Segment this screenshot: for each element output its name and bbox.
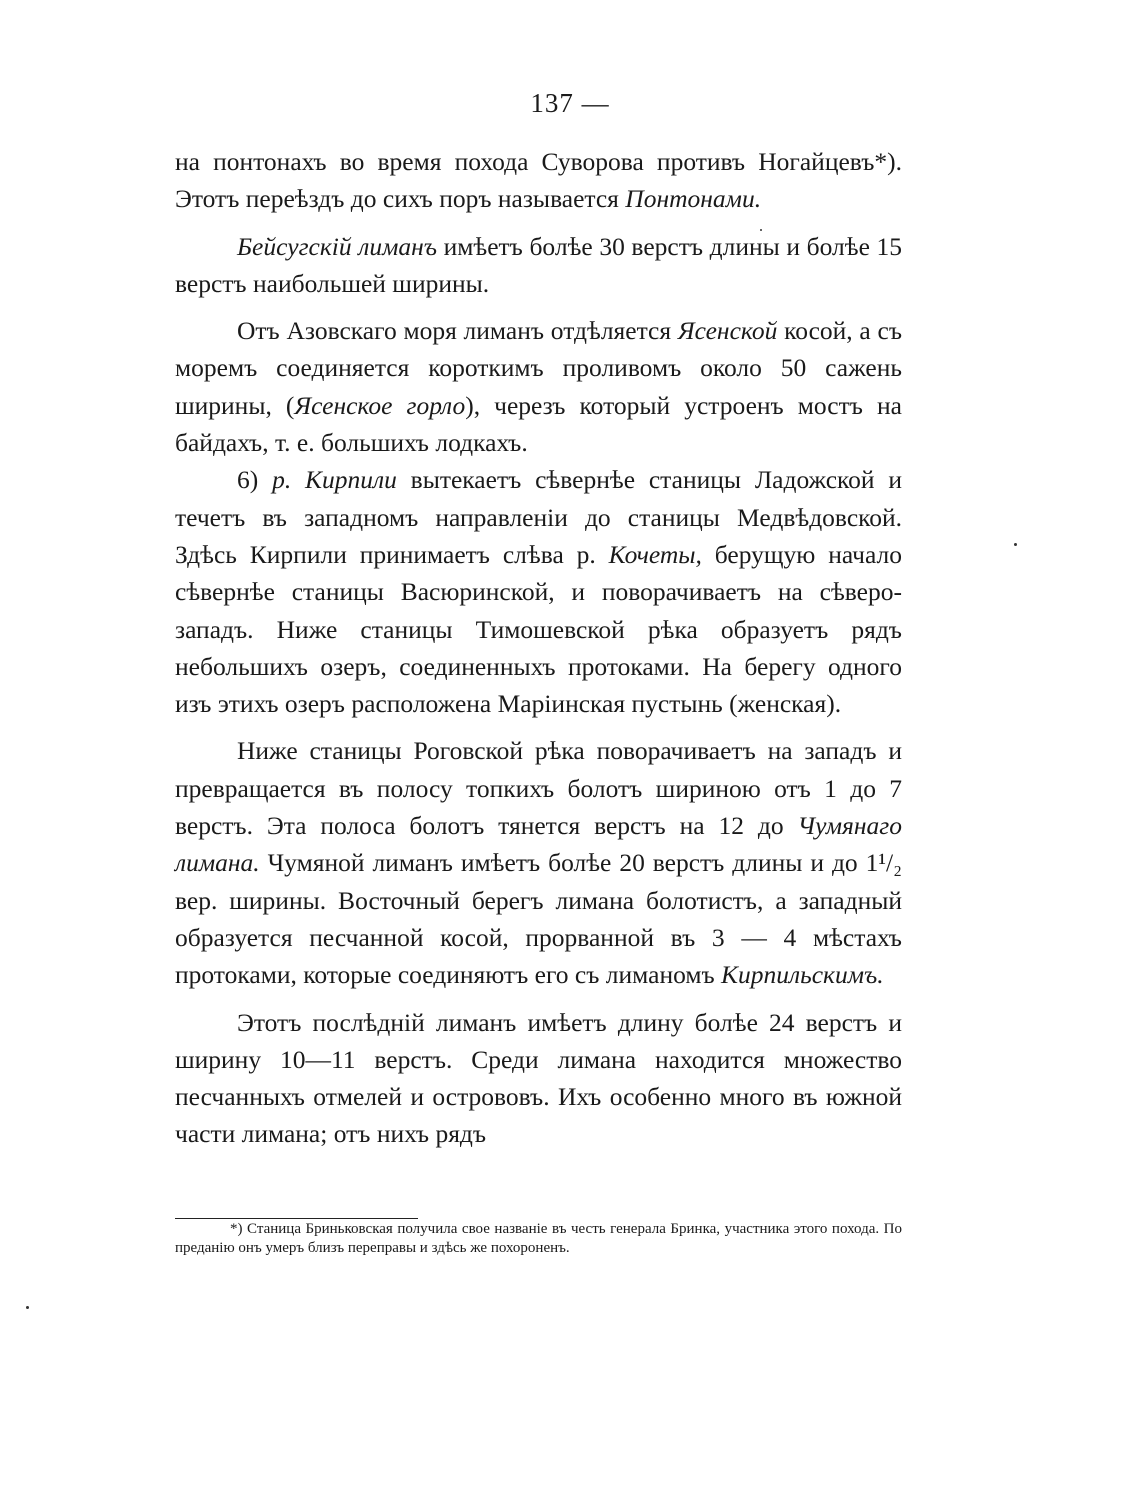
scan-speck bbox=[760, 229, 762, 231]
paragraph-1 bbox=[175, 143, 902, 218]
p3-text-b: косой, а съ моремъ соединяется короткимъ проливомъ около 50 сажень ширины, ( bbox=[175, 316, 902, 420]
p4-text-c: берущую начало сѣвернѣе станицы Васюринской, и поворачиваетъ на сѣверо-западъ. Ниже станицы Тимошевской рѣка образуетъ рядъ небольшихъ озеръ, соединенныхъ протоками. На берегу одного изъ этихъ озеръ расположена Маріинская пустынь (женская). bbox=[175, 539, 902, 719]
p1-text: на понтонахъ во время похода Суворова противъ Ногайцевъ*). Этотъ переѣздъ до сихъ поръ называется bbox=[175, 147, 902, 214]
page-number: 137 — bbox=[530, 88, 610, 118]
p4-text-a: 6) bbox=[237, 465, 273, 495]
p4-italic-2: Кочеты, bbox=[608, 539, 702, 569]
paragraph-5 bbox=[175, 732, 902, 993]
footnote-rule bbox=[175, 1218, 418, 1219]
p3-italic-2: Ясенское горло bbox=[294, 390, 466, 420]
p1-italic: Понтонами. bbox=[625, 184, 762, 214]
p4-text-b: вытекаетъ сѣвернѣе станицы Ладожской и течетъ въ западномъ направленіи до станицы Медвѣдовской. Здѣсь Кирпили принимаетъ слѣва р. bbox=[175, 465, 902, 569]
paragraph-4 bbox=[175, 461, 902, 722]
paragraph-3 bbox=[175, 312, 902, 461]
scan-speck bbox=[26, 1306, 29, 1309]
paragraph-6 bbox=[175, 1004, 902, 1153]
p2-italic: Бейсугскій лиманъ bbox=[237, 231, 437, 261]
paragraph-2 bbox=[175, 228, 902, 303]
p5-text-a: Ниже станицы Роговской рѣка поворачиваетъ на западъ и превращается въ полосу топкихъ болотъ шириною отъ 1 до 7 верстъ. Эта полоса болотъ тянется верстъ на 12 до bbox=[175, 736, 902, 841]
p4-italic-1: р. Кирпили bbox=[272, 465, 397, 495]
footnote: *) Станица Бриньковская получила свое названіе въ честь генерала Бринка, участника этого похода. По преданію онъ умеръ близъ переправы и здѣсь же похороненъ. bbox=[175, 1221, 902, 1256]
p5-italic-1: Чумянаго лимана. bbox=[175, 811, 902, 878]
p5-text-b: Чумяной лиманъ имѣетъ болѣе 20 верстъ длины и до 1¹/₂ вер. ширины. Восточный берегъ лимана болотистъ, а западный образуется песчанной косой, прорванной въ 3 — 4 мѣстахъ протоками, которые соединяютъ его съ лиманомъ bbox=[175, 848, 902, 990]
p2-text: имѣетъ болѣе 30 верстъ длины и болѣе 15 верстъ наибольшей ширины. bbox=[175, 231, 902, 298]
p3-text-c: ), черезъ который устроенъ мостъ на байдахъ, т. е. большихъ лодкахъ. bbox=[175, 390, 902, 458]
main-text bbox=[175, 143, 902, 1153]
p3-italic-1: Ясенской bbox=[677, 316, 778, 346]
scan-speck bbox=[1014, 543, 1017, 546]
p6-text: Этотъ послѣдній лиманъ имѣетъ длину болѣе 24 верстъ и ширину 10—11 верстъ. Среди лимана находится множество песчанныхъ отмелей и острововъ. Ихъ особенно много въ южной части лимана; отъ нихъ рядъ bbox=[175, 1007, 902, 1149]
p3-text-a: Отъ Азовскаго моря лиманъ отдѣляется bbox=[237, 316, 678, 346]
p5-italic-2: Кирпильскимъ. bbox=[721, 960, 884, 990]
